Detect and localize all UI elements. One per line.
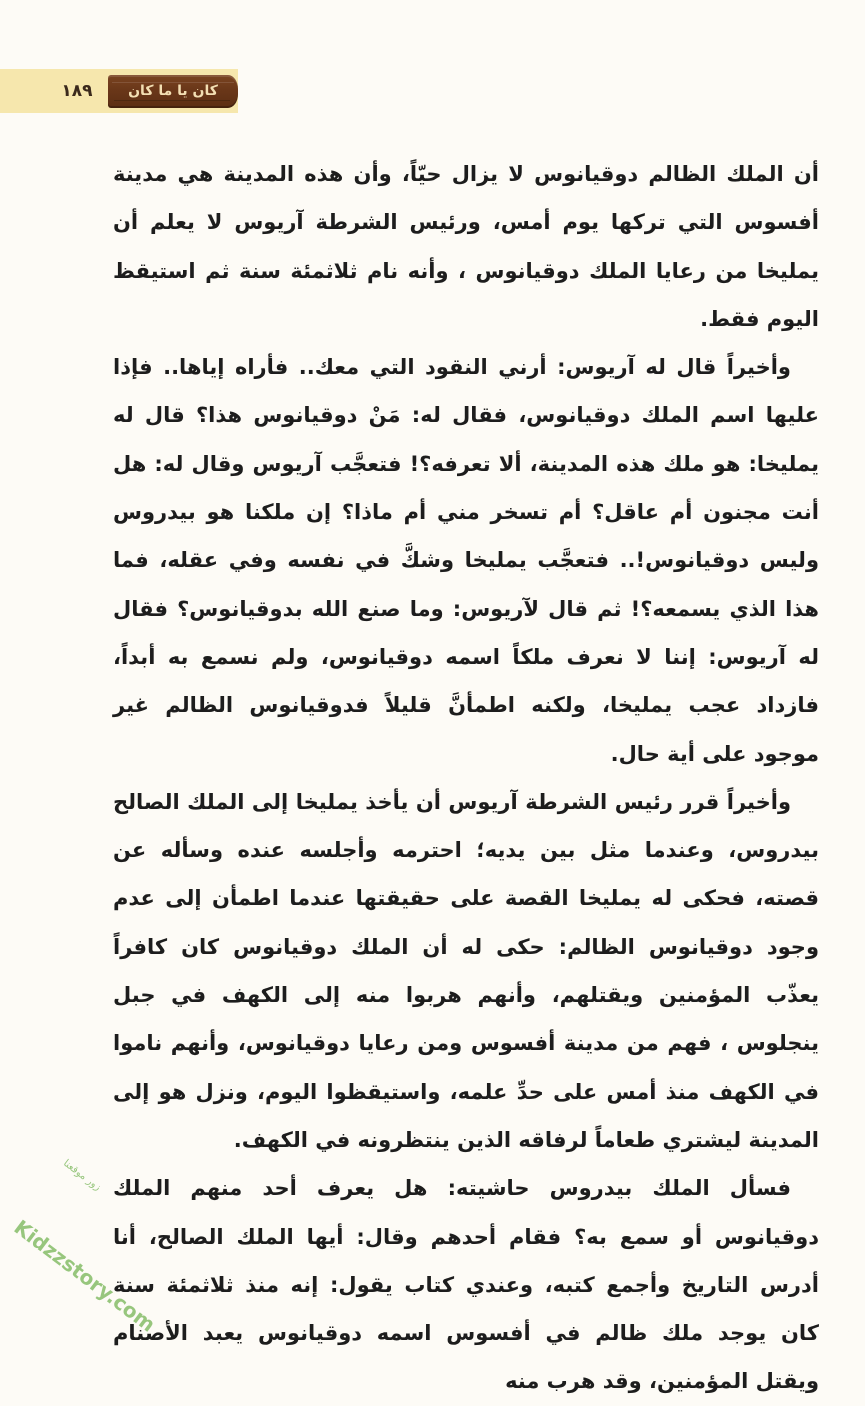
paragraph-2: وأخيراً قال له آريوس: أرني النقود التي معك.. فأراه إياها.. فإذا عليها اسم الملك دوقيانوس، فقال له: مَنْ دوقيانوس هذا؟ قال له يمليخا: هو ملك هذه المدينة، ألا تعرفه؟! فتعجَّب آريوس وقال له: هل أنت مجنون أم عاقل؟ أم تسخر مني أم ماذا؟ إن ملكنا هو بيدروس وليس دوقيانوس!.. فتعجَّب يمليخا وشكَّ في نفسه وفي عقله، فما هذا الذي يسمعه؟! ثم قال لآريوس: وما صنع الله بدوقيانوس؟ فقال له آريوس: إننا لا نعرف ملكاً اسمه دوقيانوس، ولم نسمع به أبداً، فازداد عجب يمليخا، ولكنه اطمأنَّ قليلاً فدوقيانوس الظالم غير موجود على أية حال. bbox=[113, 355, 819, 766]
paragraph-3: وأخيراً قرر رئيس الشرطة آريوس أن يأخذ يمليخا إلى الملك الصالح بيدروس، وعندما مثل بين يديه؛ احترمه وأجلسه عنده وسأله عن قصته، فحكى له يمليخا القصة على حقيقتها عندما اطمأن إلى عدم وجود دوقيانوس الظالم: حكى له أن الملك دوقيانوس كان كافراً يعذّب المؤمنين ويقتلهم، وأنهم هربوا منه إلى الكهف في جبل ينجلوس ، فهم من مدينة أفسوس ومن رعايا دوقيانوس، وأنهم ناموا في الكهف منذ أمس على حدِّ علمه، واستيقظوا اليوم، ونزل هو إلى المدينة ليشتري طعاماً لرفاقه الذين ينتظرونه في الكهف. bbox=[113, 789, 819, 1152]
paragraph-1: أن الملك الظالم دوقيانوس لا يزال حيّاً، وأن هذه المدينة هي مدينة أفسوس التي تركها يوم أمس، ورئيس الشرطة آريوس لا يعلم أن يمليخا من رعايا الملك دوقيانوس ، وأنه نام ثلاثمئة سنة ثم استيقظ اليوم فقط. bbox=[113, 162, 819, 331]
page-number: ١٨٩ bbox=[61, 81, 93, 101]
watermark-logo: Kidzzstory.com bbox=[9, 1215, 160, 1337]
paragraph-4: فسأل الملك بيدروس حاشيته: هل يعرف أحد منهم الملك دوقيانوس أو سمع به؟ فقام أحدهم وقال: أيها الملك الصالح، أنا أدرس التاريخ وأجمع كتبه، وعندي كتاب يقول: إنه منذ ثلاثمئة سنة كان يوجد ملك ظالم في أفسوس اسمه دوقيانوس يعبد الأصنام ويقتل المؤمنين، وقد هرب منه bbox=[113, 1176, 819, 1394]
book-title: كان يا ما كان bbox=[128, 83, 218, 99]
watermark-sub: زور موقعنا bbox=[61, 1157, 103, 1194]
body-text bbox=[113, 150, 819, 1406]
